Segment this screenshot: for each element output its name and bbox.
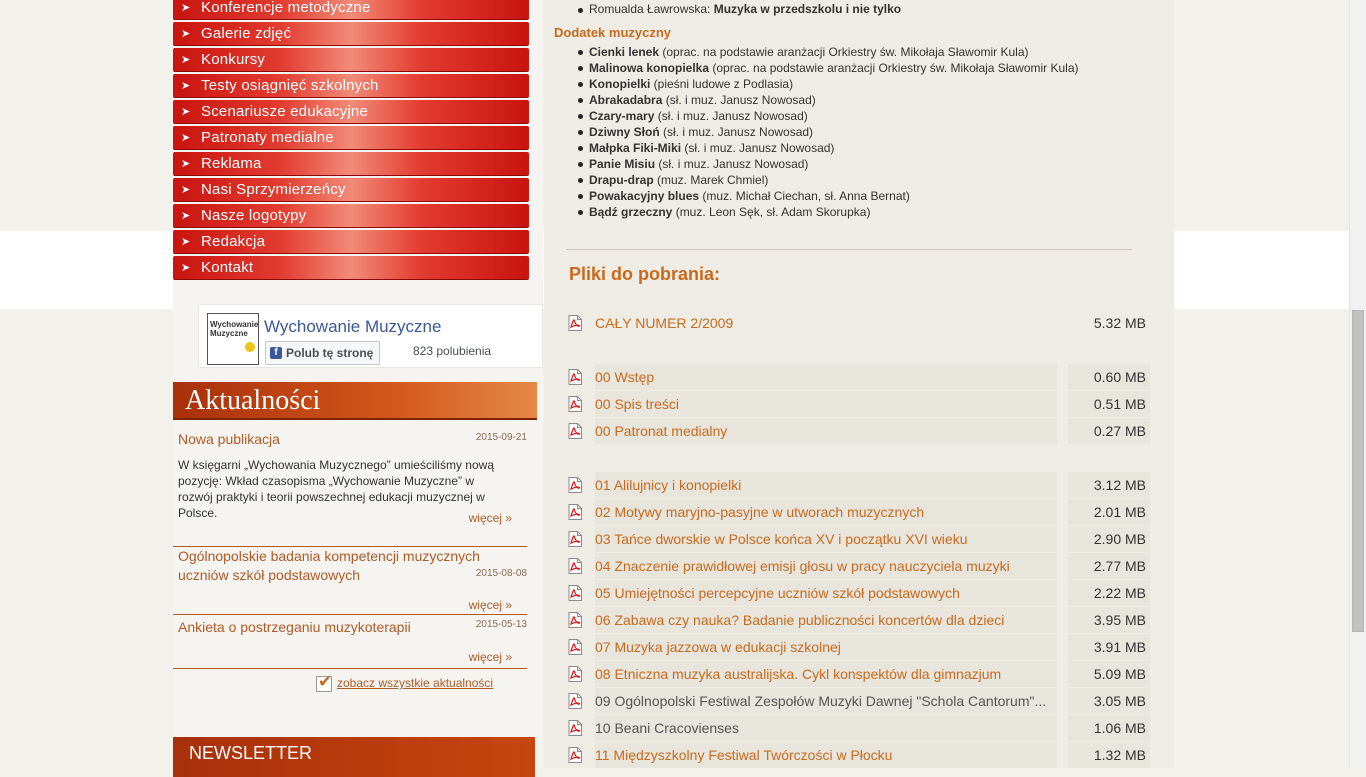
- menu-item-redakcja[interactable]: ➤ Redakcja: [173, 230, 529, 254]
- arrow-right-icon: ➤: [181, 157, 191, 170]
- file-size: 3.05 MB: [1068, 688, 1150, 714]
- page-logo[interactable]: Wychowanie Muzyczne: [207, 313, 259, 365]
- list-item: Drapu-drap (muz. Marek Chmiel): [589, 172, 1079, 188]
- download-link[interactable]: 08 Etniczna muzyka australijska. Cykl konspektów dla gimnazjum: [595, 661, 1057, 687]
- download-link[interactable]: 02 Motywy maryjno-pasyjne w utworach muzycznych: [595, 499, 1057, 525]
- news-divider: [173, 614, 527, 615]
- download-row: [565, 364, 1152, 390]
- pdf-icon: [568, 693, 582, 709]
- download-link[interactable]: 00 Wstęp: [595, 364, 1057, 390]
- bullet: [578, 8, 583, 13]
- downloads-title: Pliki do pobrania:: [569, 264, 721, 284]
- list-item: Czary-mary (sł. i muz. Janusz Nowosad): [589, 108, 1079, 124]
- file-size: 3.91 MB: [1068, 634, 1150, 660]
- pdf-icon: [568, 639, 582, 655]
- download-row: [565, 715, 1152, 741]
- checkmark-icon: [316, 676, 332, 692]
- list-item: Cienki lenek (oprac. na podstawie aranżacji Orkiestry św. Mikołaja Sławomir Kula): [589, 44, 1079, 60]
- list-item: Panie Misiu (sł. i muz. Janusz Nowosad): [589, 156, 1079, 172]
- logo-note-icon: [245, 342, 255, 352]
- download-row: [565, 553, 1152, 579]
- download-row: [565, 688, 1152, 714]
- download-link[interactable]: 00 Patronat medialny: [595, 418, 1057, 444]
- facebook-page-name[interactable]: Wychowanie Muzyczne: [264, 317, 442, 336]
- menu-item-konkursy[interactable]: ➤ Konkursy: [173, 48, 529, 72]
- pdf-icon: [568, 666, 582, 682]
- section-title: Dodatek muzyczny: [554, 25, 672, 40]
- arrow-right-icon: ➤: [181, 183, 191, 196]
- pdf-icon: [568, 369, 582, 385]
- news-title[interactable]: Nowa publikacja: [178, 431, 280, 447]
- pdf-icon: [568, 720, 582, 736]
- news-title[interactable]: Ankieta o postrzeganiu muzykoterapii: [178, 619, 411, 635]
- file-size: 1.32 MB: [1068, 742, 1150, 768]
- menu-item-kontakt[interactable]: ➤ Kontakt: [173, 256, 529, 280]
- arrow-right-icon: ➤: [181, 53, 191, 66]
- news-more-link[interactable]: więcej »: [468, 598, 512, 612]
- download-row: [565, 391, 1152, 417]
- news-date: 2015-09-21: [475, 432, 527, 443]
- news-divider: [173, 668, 527, 669]
- file-size: 1.06 MB: [1068, 715, 1150, 741]
- file-size: 0.51 MB: [1068, 391, 1150, 417]
- arrow-right-icon: ➤: [181, 131, 191, 144]
- news-heading: Aktualności: [173, 382, 537, 420]
- news-more-link[interactable]: więcej »: [468, 650, 512, 664]
- file-size: 3.12 MB: [1068, 472, 1150, 498]
- menu-item-scenariusze[interactable]: ➤ Scenariusze edukacyjne: [173, 100, 529, 124]
- news-body: W księgarni „Wychowania Muzycznego” umieściliśmy nową pozycję: Wkład czasopisma „Wychowanie Muzyczne” w rozwój praktyki i teorii powszechnej edukacji muzycznej w Polsce.: [178, 458, 494, 520]
- pdf-icon: [568, 396, 582, 412]
- menu-item-testy[interactable]: ➤ Testy osiągnięć szkolnych: [173, 74, 529, 98]
- menu-item-patronaty[interactable]: ➤ Patronaty medialne: [173, 126, 529, 150]
- download-row: [565, 661, 1152, 687]
- download-row: [565, 742, 1152, 768]
- file-size: 3.95 MB: [1068, 607, 1150, 633]
- menu-item-logotypy[interactable]: ➤ Nasze logotypy: [173, 204, 529, 228]
- download-link[interactable]: 07 Muzyka jazzowa w edukacji szkolnej: [595, 634, 1057, 660]
- arrow-right-icon: ➤: [181, 235, 191, 248]
- pdf-icon: [568, 612, 582, 628]
- download-link[interactable]: 01 Alilujnicy i konopielki: [595, 472, 1057, 498]
- list-item: Malinowa konopielka (oprac. na podstawie aranżacji Orkiestry św. Mikołaja Sławomir Kula): [589, 61, 1079, 75]
- pdf-icon: [568, 504, 582, 520]
- download-link[interactable]: 03 Tańce dworskie w Polsce końca XV i początku XVI wieku: [595, 526, 1057, 552]
- list-item: Dziwny Słoń (sł. i muz. Janusz Nowosad): [589, 124, 1079, 140]
- list-item: Powakacyjny blues (muz. Michał Ciechan, sł. Anna Bernat): [589, 188, 1079, 204]
- download-link[interactable]: 06 Zabawa czy nauka? Badanie publiczności koncertów dla dzieci: [595, 607, 1057, 633]
- pdf-icon: [568, 747, 582, 763]
- list-item: Abrakadabra (sł. i muz. Janusz Nowosad): [589, 92, 1079, 108]
- file-size: 5.09 MB: [1068, 661, 1150, 687]
- download-link[interactable]: 11 Międzyszkolny Festiwal Twórczości w Płocku: [595, 742, 1057, 768]
- news-date: 2015-05-13: [475, 619, 527, 630]
- download-link[interactable]: 05 Umiejętności percepcyjne uczniów szkół podstawowych: [595, 580, 1057, 606]
- pdf-icon: [568, 423, 582, 439]
- news-date: 2015-08-08: [475, 568, 527, 579]
- arrow-right-icon: ➤: [181, 261, 191, 274]
- menu-item-reklama[interactable]: ➤ Reklama: [173, 152, 529, 176]
- pdf-icon: [568, 585, 582, 601]
- list-item: Konopielki (pieśni ludowe z Podlasia): [589, 76, 1079, 92]
- file-size: 5.32 MB: [1093, 315, 1146, 331]
- file-size: 0.27 MB: [1068, 418, 1150, 444]
- arrow-right-icon: ➤: [181, 1, 191, 14]
- arrow-right-icon: ➤: [181, 27, 191, 40]
- see-all-news-link[interactable]: zobacz wszystkie aktualności: [337, 676, 494, 690]
- pdf-icon: [568, 477, 582, 493]
- arrow-right-icon: ➤: [181, 209, 191, 222]
- article-author-line: Romualda Ławrowska: Muzyka w przedszkolu i nie tylko: [589, 2, 901, 16]
- news-title[interactable]: Ogólnopolskie badania kompetencji muzycznych uczniów szkół podstawowych: [178, 548, 480, 583]
- file-size: 2.90 MB: [1068, 526, 1150, 552]
- facebook-like-box: [198, 304, 543, 368]
- list-item: Małpka Fiki-Miki (sł. i muz. Janusz Nowosad): [589, 140, 1079, 156]
- file-size: 2.22 MB: [1068, 580, 1150, 606]
- left-sidebar: [173, 0, 543, 768]
- pdf-icon: [568, 531, 582, 547]
- download-row: [565, 472, 1152, 498]
- main-content: [544, 0, 1174, 768]
- arrow-right-icon: ➤: [181, 105, 191, 118]
- song-list: [589, 44, 1079, 220]
- news-more-link[interactable]: więcej »: [468, 511, 512, 525]
- scrollbar-thumb[interactable]: [1352, 310, 1364, 632]
- download-row: [565, 418, 1152, 444]
- menu-item-sprzymierzency[interactable]: ➤ Nasi Sprzymierzeńcy: [173, 178, 529, 202]
- download-row: [565, 634, 1152, 660]
- menu-item-konferencje[interactable]: ➤ Konferencje metodyczne: [173, 0, 529, 20]
- download-link[interactable]: 00 Spis treści: [595, 391, 1057, 417]
- file-size: 2.01 MB: [1068, 499, 1150, 525]
- file-size: 2.77 MB: [1068, 553, 1150, 579]
- side-menu: [173, 0, 529, 282]
- facebook-like-button[interactable]: f Polub tę stronę: [265, 341, 380, 365]
- download-link[interactable]: 09 Ogólnopolski Festiwal Zespołów Muzyki Dawnej "Schola Cantorum"...: [595, 688, 1057, 714]
- pdf-icon: [568, 315, 582, 331]
- download-row: [565, 580, 1152, 606]
- facebook-icon: f: [270, 347, 282, 359]
- download-row: [565, 310, 1152, 336]
- newsletter-heading: NEWSLETTER: [173, 737, 535, 777]
- like-count: 823 polubienia: [413, 344, 492, 358]
- divider: [566, 249, 1132, 250]
- download-link[interactable]: 04 Znaczenie prawidłowej emisji głosu w pracy nauczyciela muzyki: [595, 553, 1057, 579]
- list-item: Bądź grzeczny (muz. Leon Sęk, sł. Adam Skorupka): [589, 204, 1079, 220]
- vertical-scrollbar[interactable]: [1349, 0, 1366, 768]
- download-row: [565, 526, 1152, 552]
- pdf-icon: [568, 558, 582, 574]
- download-link[interactable]: 10 Beani Cracovienses: [595, 715, 1057, 741]
- menu-item-galerie[interactable]: ➤ Galerie zdjęć: [173, 22, 529, 46]
- download-row: [565, 499, 1152, 525]
- file-size: 0.60 MB: [1068, 364, 1150, 390]
- arrow-right-icon: ➤: [181, 79, 191, 92]
- download-link[interactable]: CAŁY NUMER 2/2009: [595, 315, 734, 331]
- download-row: [565, 607, 1152, 633]
